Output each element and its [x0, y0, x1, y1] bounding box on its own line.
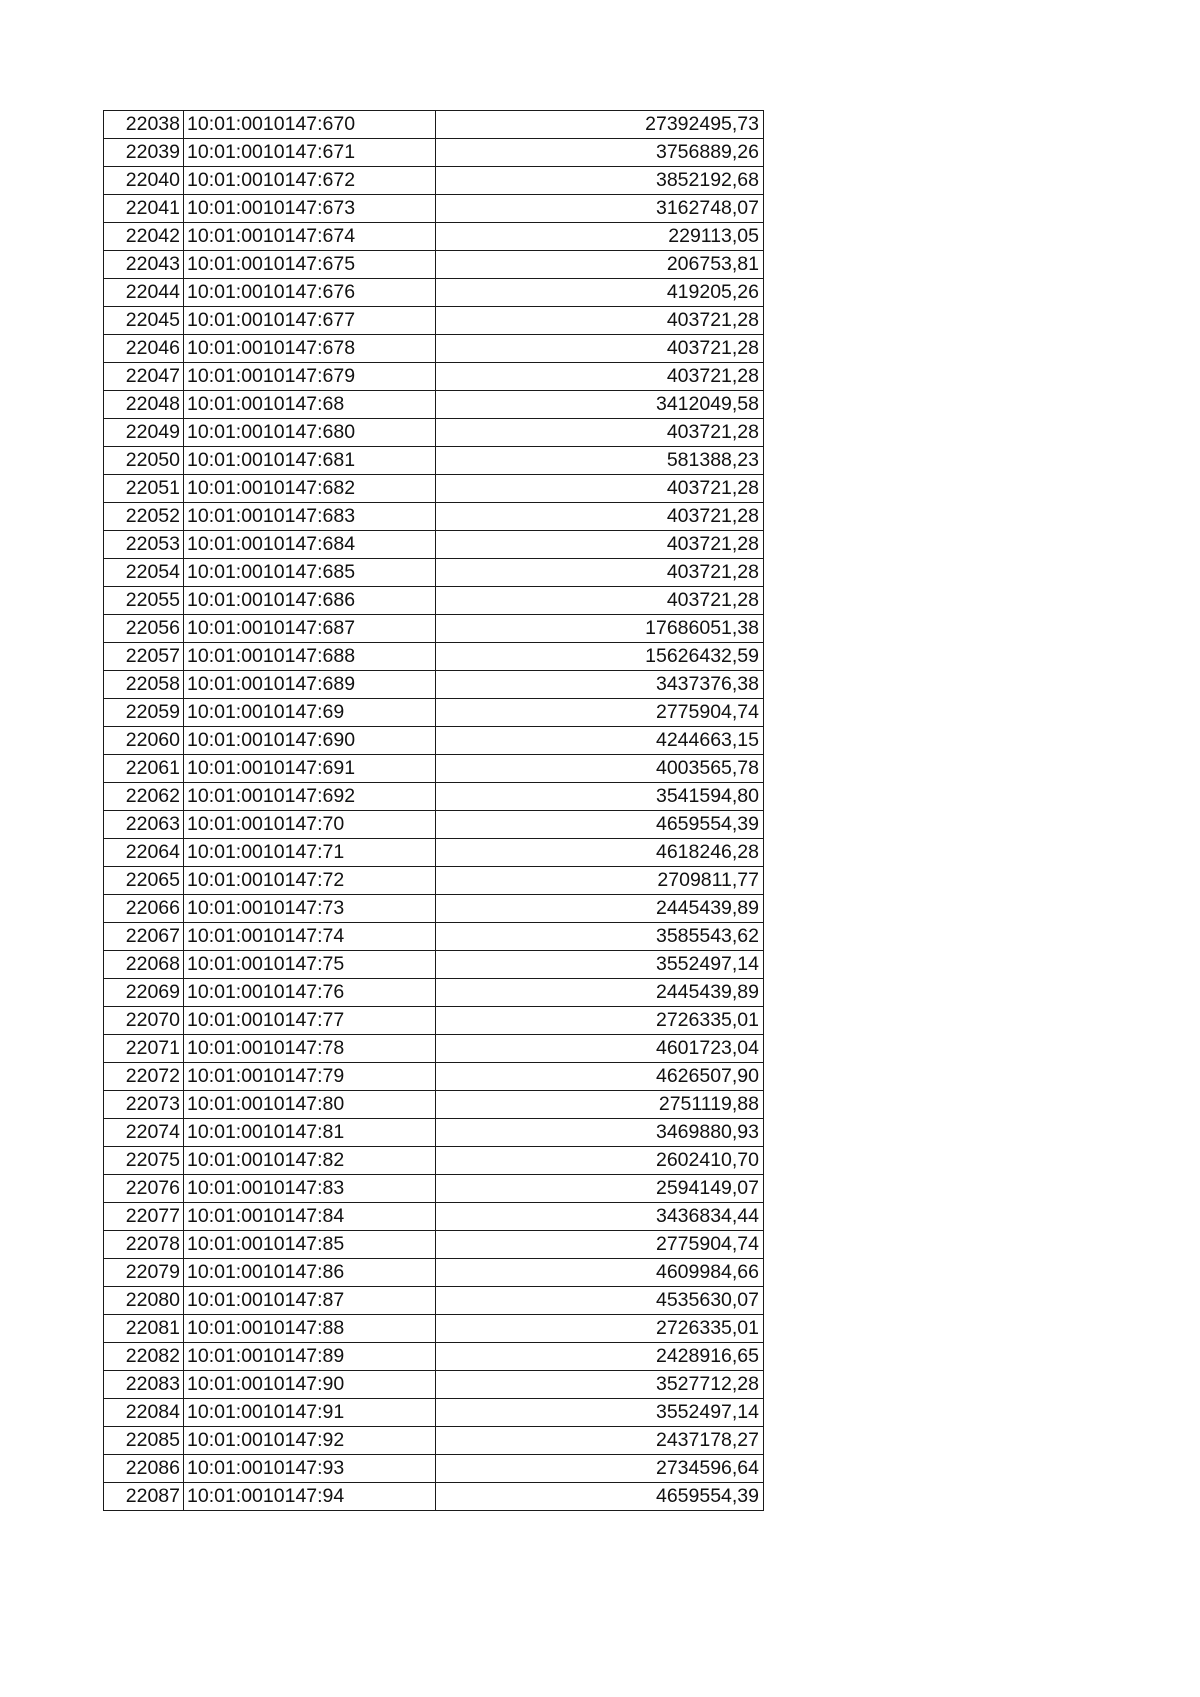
value-cell: 3469880,93 [436, 1119, 764, 1147]
row-number-cell: 22062 [104, 783, 184, 811]
value-cell: 403721,28 [436, 335, 764, 363]
row-number-cell: 22072 [104, 1063, 184, 1091]
value-cell: 15626432,59 [436, 643, 764, 671]
value-cell: 17686051,38 [436, 615, 764, 643]
table-row [104, 1119, 764, 1147]
table-row [104, 1147, 764, 1175]
table-row [104, 615, 764, 643]
value-cell: 403721,28 [436, 475, 764, 503]
value-cell: 27392495,73 [436, 111, 764, 139]
cadastral-number-cell: 10:01:0010147:683 [184, 503, 436, 531]
row-number-cell: 22060 [104, 727, 184, 755]
row-number-cell: 22080 [104, 1287, 184, 1315]
value-cell: 206753,81 [436, 251, 764, 279]
value-cell: 4535630,07 [436, 1287, 764, 1315]
cadastral-number-cell: 10:01:0010147:86 [184, 1259, 436, 1287]
row-number-cell: 22075 [104, 1147, 184, 1175]
table-row [104, 363, 764, 391]
table-row [104, 139, 764, 167]
cadastral-number-cell: 10:01:0010147:76 [184, 979, 436, 1007]
value-cell: 3552497,14 [436, 1399, 764, 1427]
row-number-cell: 22078 [104, 1231, 184, 1259]
cadastral-number-cell: 10:01:0010147:89 [184, 1343, 436, 1371]
cadastral-number-cell: 10:01:0010147:689 [184, 671, 436, 699]
value-cell: 2709811,77 [436, 867, 764, 895]
cadastral-number-cell: 10:01:0010147:94 [184, 1483, 436, 1511]
value-cell: 2594149,07 [436, 1175, 764, 1203]
cadastral-number-cell: 10:01:0010147:672 [184, 167, 436, 195]
value-cell: 3412049,58 [436, 391, 764, 419]
row-number-cell: 22041 [104, 195, 184, 223]
table-row [104, 1483, 764, 1511]
value-cell: 4659554,39 [436, 811, 764, 839]
cadastral-number-cell: 10:01:0010147:692 [184, 783, 436, 811]
row-number-cell: 22073 [104, 1091, 184, 1119]
table-row [104, 1427, 764, 1455]
cadastral-number-cell: 10:01:0010147:80 [184, 1091, 436, 1119]
value-cell: 3436834,44 [436, 1203, 764, 1231]
row-number-cell: 22049 [104, 419, 184, 447]
cadastral-number-cell: 10:01:0010147:79 [184, 1063, 436, 1091]
value-cell: 3162748,07 [436, 195, 764, 223]
row-number-cell: 22071 [104, 1035, 184, 1063]
table-row [104, 587, 764, 615]
cadastral-number-cell: 10:01:0010147:679 [184, 363, 436, 391]
row-number-cell: 22043 [104, 251, 184, 279]
cadastral-number-cell: 10:01:0010147:670 [184, 111, 436, 139]
cadastral-number-cell: 10:01:0010147:680 [184, 419, 436, 447]
cadastral-number-cell: 10:01:0010147:682 [184, 475, 436, 503]
cadastral-number-cell: 10:01:0010147:681 [184, 447, 436, 475]
table-row [104, 1455, 764, 1483]
cadastral-number-cell: 10:01:0010147:687 [184, 615, 436, 643]
row-number-cell: 22047 [104, 363, 184, 391]
table-row [104, 1259, 764, 1287]
value-cell: 2775904,74 [436, 699, 764, 727]
table-row [104, 699, 764, 727]
cadastral-number-cell: 10:01:0010147:690 [184, 727, 436, 755]
cadastral-number-cell: 10:01:0010147:674 [184, 223, 436, 251]
table-row [104, 111, 764, 139]
table-row [104, 251, 764, 279]
cadastral-number-cell: 10:01:0010147:92 [184, 1427, 436, 1455]
row-number-cell: 22050 [104, 447, 184, 475]
table-row [104, 951, 764, 979]
row-number-cell: 22045 [104, 307, 184, 335]
row-number-cell: 22059 [104, 699, 184, 727]
table-row [104, 391, 764, 419]
row-number-cell: 22085 [104, 1427, 184, 1455]
cadastral-number-cell: 10:01:0010147:686 [184, 587, 436, 615]
cadastral-number-cell: 10:01:0010147:71 [184, 839, 436, 867]
cadastral-number-cell: 10:01:0010147:77 [184, 1007, 436, 1035]
row-number-cell: 22086 [104, 1455, 184, 1483]
value-cell: 229113,05 [436, 223, 764, 251]
value-cell: 4618246,28 [436, 839, 764, 867]
row-number-cell: 22084 [104, 1399, 184, 1427]
row-number-cell: 22056 [104, 615, 184, 643]
value-cell: 419205,26 [436, 279, 764, 307]
value-cell: 2602410,70 [436, 1147, 764, 1175]
table-row [104, 447, 764, 475]
cadastral-number-cell: 10:01:0010147:673 [184, 195, 436, 223]
cadastral-number-cell: 10:01:0010147:82 [184, 1147, 436, 1175]
value-cell: 403721,28 [436, 503, 764, 531]
value-cell: 3552497,14 [436, 951, 764, 979]
cadastral-number-cell: 10:01:0010147:688 [184, 643, 436, 671]
row-number-cell: 22067 [104, 923, 184, 951]
table-row [104, 1175, 764, 1203]
row-number-cell: 22068 [104, 951, 184, 979]
row-number-cell: 22051 [104, 475, 184, 503]
table-row [104, 867, 764, 895]
table-row [104, 1343, 764, 1371]
value-cell: 4244663,15 [436, 727, 764, 755]
row-number-cell: 22039 [104, 139, 184, 167]
table-row [104, 923, 764, 951]
cadastral-number-cell: 10:01:0010147:91 [184, 1399, 436, 1427]
value-cell: 2428916,65 [436, 1343, 764, 1371]
cadastral-value-table [103, 110, 764, 1511]
value-cell: 581388,23 [436, 447, 764, 475]
value-cell: 2775904,74 [436, 1231, 764, 1259]
value-cell: 2751119,88 [436, 1091, 764, 1119]
value-cell: 403721,28 [436, 419, 764, 447]
table-row [104, 1231, 764, 1259]
row-number-cell: 22065 [104, 867, 184, 895]
value-cell: 2734596,64 [436, 1455, 764, 1483]
table-row [104, 1315, 764, 1343]
value-cell: 3541594,80 [436, 783, 764, 811]
cadastral-number-cell: 10:01:0010147:69 [184, 699, 436, 727]
value-cell: 3756889,26 [436, 139, 764, 167]
table-row [104, 783, 764, 811]
cadastral-number-cell: 10:01:0010147:691 [184, 755, 436, 783]
value-cell: 3437376,38 [436, 671, 764, 699]
value-cell: 4601723,04 [436, 1035, 764, 1063]
table-row [104, 307, 764, 335]
table-row [104, 1399, 764, 1427]
table-row [104, 419, 764, 447]
cadastral-number-cell: 10:01:0010147:684 [184, 531, 436, 559]
row-number-cell: 22063 [104, 811, 184, 839]
value-cell: 3585543,62 [436, 923, 764, 951]
row-number-cell: 22052 [104, 503, 184, 531]
row-number-cell: 22066 [104, 895, 184, 923]
value-cell: 403721,28 [436, 559, 764, 587]
cadastral-number-cell: 10:01:0010147:90 [184, 1371, 436, 1399]
row-number-cell: 22077 [104, 1203, 184, 1231]
table-row [104, 1091, 764, 1119]
table-row [104, 559, 764, 587]
row-number-cell: 22046 [104, 335, 184, 363]
cadastral-number-cell: 10:01:0010147:78 [184, 1035, 436, 1063]
value-cell: 2445439,89 [436, 979, 764, 1007]
cadastral-number-cell: 10:01:0010147:70 [184, 811, 436, 839]
table-row [104, 671, 764, 699]
value-cell: 2726335,01 [436, 1007, 764, 1035]
table-row [104, 279, 764, 307]
table-row [104, 503, 764, 531]
table-row [104, 223, 764, 251]
table-row [104, 839, 764, 867]
table-row [104, 1035, 764, 1063]
value-cell: 4626507,90 [436, 1063, 764, 1091]
table-row [104, 475, 764, 503]
cadastral-number-cell: 10:01:0010147:676 [184, 279, 436, 307]
cadastral-number-cell: 10:01:0010147:81 [184, 1119, 436, 1147]
cadastral-number-cell: 10:01:0010147:678 [184, 335, 436, 363]
cadastral-number-cell: 10:01:0010147:88 [184, 1315, 436, 1343]
row-number-cell: 22074 [104, 1119, 184, 1147]
row-number-cell: 22054 [104, 559, 184, 587]
cadastral-number-cell: 10:01:0010147:68 [184, 391, 436, 419]
cadastral-number-cell: 10:01:0010147:87 [184, 1287, 436, 1315]
table-row [104, 979, 764, 1007]
table-body [104, 111, 764, 1511]
cadastral-number-cell: 10:01:0010147:671 [184, 139, 436, 167]
cadastral-number-cell: 10:01:0010147:73 [184, 895, 436, 923]
cadastral-number-cell: 10:01:0010147:75 [184, 951, 436, 979]
table-row [104, 167, 764, 195]
table-row [104, 335, 764, 363]
table-row [104, 1203, 764, 1231]
row-number-cell: 22057 [104, 643, 184, 671]
row-number-cell: 22058 [104, 671, 184, 699]
cadastral-number-cell: 10:01:0010147:93 [184, 1455, 436, 1483]
value-cell: 403721,28 [436, 531, 764, 559]
value-cell: 403721,28 [436, 307, 764, 335]
row-number-cell: 22042 [104, 223, 184, 251]
row-number-cell: 22082 [104, 1343, 184, 1371]
cadastral-number-cell: 10:01:0010147:677 [184, 307, 436, 335]
table-row [104, 531, 764, 559]
value-cell: 4609984,66 [436, 1259, 764, 1287]
cadastral-number-cell: 10:01:0010147:83 [184, 1175, 436, 1203]
cadastral-number-cell: 10:01:0010147:85 [184, 1231, 436, 1259]
cadastral-number-cell: 10:01:0010147:84 [184, 1203, 436, 1231]
row-number-cell: 22053 [104, 531, 184, 559]
cadastral-number-cell: 10:01:0010147:685 [184, 559, 436, 587]
value-cell: 4003565,78 [436, 755, 764, 783]
value-cell: 3527712,28 [436, 1371, 764, 1399]
row-number-cell: 22079 [104, 1259, 184, 1287]
table-row [104, 755, 764, 783]
row-number-cell: 22083 [104, 1371, 184, 1399]
row-number-cell: 22069 [104, 979, 184, 1007]
cadastral-number-cell: 10:01:0010147:675 [184, 251, 436, 279]
table-row [104, 811, 764, 839]
row-number-cell: 22038 [104, 111, 184, 139]
cadastral-number-cell: 10:01:0010147:72 [184, 867, 436, 895]
value-cell: 2445439,89 [436, 895, 764, 923]
value-cell: 4659554,39 [436, 1483, 764, 1511]
value-cell: 403721,28 [436, 587, 764, 615]
table-row [104, 643, 764, 671]
table-row [104, 727, 764, 755]
row-number-cell: 22070 [104, 1007, 184, 1035]
table-row [104, 895, 764, 923]
value-cell: 2726335,01 [436, 1315, 764, 1343]
row-number-cell: 22064 [104, 839, 184, 867]
cadastral-number-cell: 10:01:0010147:74 [184, 923, 436, 951]
row-number-cell: 22061 [104, 755, 184, 783]
row-number-cell: 22076 [104, 1175, 184, 1203]
table-row [104, 195, 764, 223]
row-number-cell: 22087 [104, 1483, 184, 1511]
table-row [104, 1371, 764, 1399]
table-row [104, 1007, 764, 1035]
row-number-cell: 22048 [104, 391, 184, 419]
row-number-cell: 22044 [104, 279, 184, 307]
value-cell: 3852192,68 [436, 167, 764, 195]
value-cell: 2437178,27 [436, 1427, 764, 1455]
table-row [104, 1063, 764, 1091]
value-cell: 403721,28 [436, 363, 764, 391]
row-number-cell: 22055 [104, 587, 184, 615]
row-number-cell: 22081 [104, 1315, 184, 1343]
row-number-cell: 22040 [104, 167, 184, 195]
table-row [104, 1287, 764, 1315]
